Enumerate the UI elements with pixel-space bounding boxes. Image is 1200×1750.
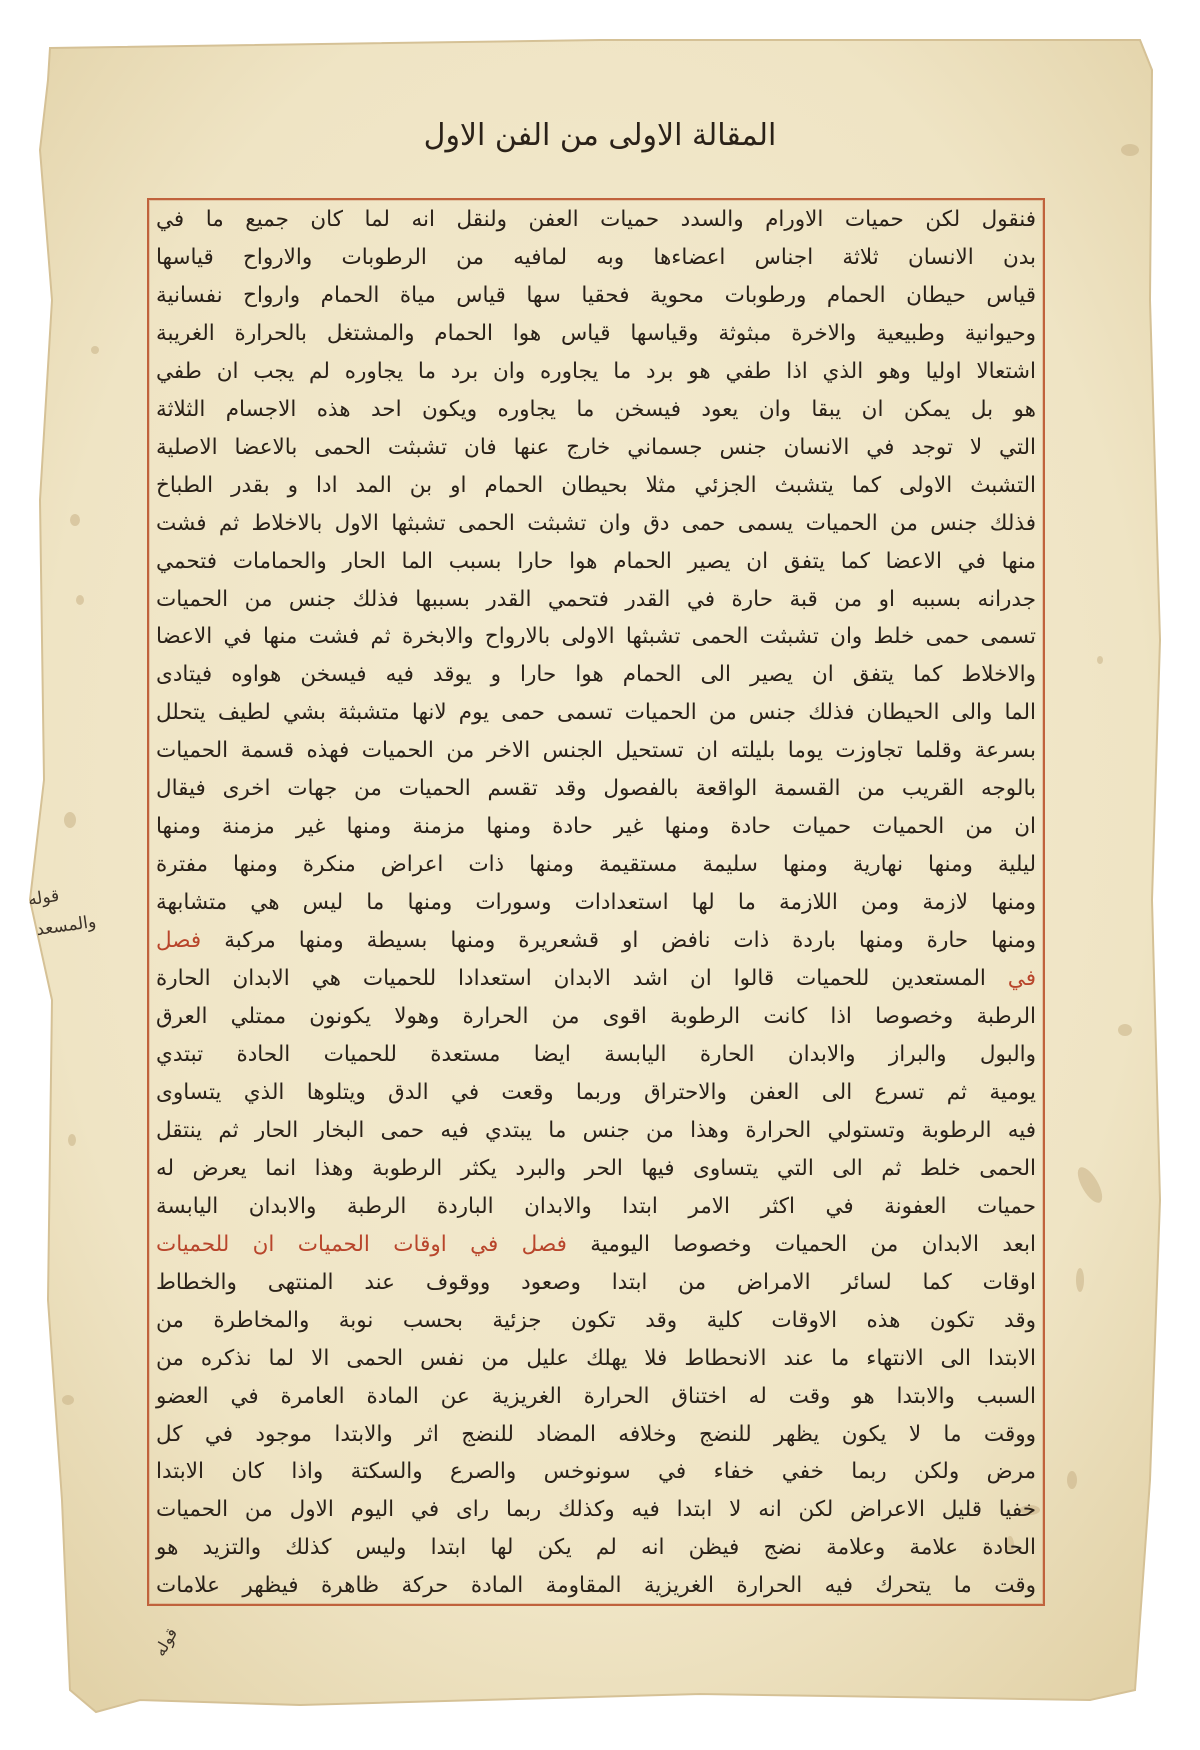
text-line-7: التي لا توجد في الانسان جنس جسماني خارج عنها فان تشبثت الحمى بالاعضا الاصلية [156, 434, 1036, 460]
text-line-11: جدرانه بسببه او من قبة حارة في القدر فتحمي القدر بسببها فذلك جنس من الحميات [156, 586, 1036, 612]
text-line-37: وقت ما يتحرك فيه الحرارة الغريزية المقاومة المادة حركة ظاهرة فيظهر علامات [156, 1573, 1036, 1599]
text-line-23: والبول والبراز والابدان الحارة اليابسة ايضا مستعدة للحميات الحادة تبتدي [156, 1041, 1036, 1067]
text-line-18: ليلية ومنها نهارية ومنها سليمة مستقيمة ومنها ذات اعراض منكرة ومنها مفترة [156, 852, 1036, 878]
text-line-19: ومنها لازمة ومن اللازمة ما لها استعدادات وسورات ومنها ما ليس هي متشابهة [156, 890, 1036, 916]
text-line-12: تسمى حمى خلط وان تشبثت الحمى تشبثها الاولى بالارواح والابخرة ثم فشت منها في الاعضا [156, 624, 1036, 650]
text-line-10: منها في الاعضا كما يتفق ان يصير الحمام هوا حارا بسبب الما الحار والحمامات فتحمي [156, 548, 1036, 574]
text-line-17: ان من الحميات حميات حادة ومنها غير حادة ومنها مزمنة ومنها غير مزمنة ومنها [156, 814, 1036, 840]
text-line-21-body: المستعدين للحميات قالوا ان اشد الابدان استعدادا للحميات هي الابدان الحارة [156, 966, 986, 992]
text-line-15: بسرعة وقلما تجاوزت يوما بليلته ان تستحيل الجنس الاخر من الحميات فهذه قسمة الحميات [156, 738, 1036, 764]
text-line-25: فيه الرطوبة وتستولي الحرارة وهذا من جنس ما يبتدي فيه حمى البخار الحار ثم ينتقل [156, 1117, 1036, 1143]
text-line-20 [152, 921, 1040, 959]
text-line-36: الحادة علامة وعلامة نضج فيظن انه لم يكن لها ابتدا وليس كذلك والتزيد هو [156, 1535, 1036, 1561]
text-line-26: الحمى خلط ثم الى التي يتساوى فيها الحر والبرد يكثر الرطوبة وهذا انما يعرض له [156, 1155, 1036, 1181]
text-line-14: الما والى الحيطان فذلك جنس من الحميات تسمى حمى يوم لانها متشبثة بشي لطيف يتحلل [156, 700, 1036, 726]
text-line-33: ووقت ما لا يكون يظهر للنضج وخلافه المضاد للنضج اثر والابتدا موجود في كل [156, 1421, 1036, 1447]
rubric-fasl-2: فصل في اوقات الحميات ان للحميات [156, 1231, 567, 1257]
text-line-13: والاخلاط كما يتفق ان يصير الى الحمام هوا حارا و يوقد فيه فيسخن هواوه فيتادى [156, 662, 1036, 688]
margin-note-left-1: قوله [26, 885, 61, 911]
text-line-3: قياس حيطان الحمام ورطوبات محوية فحقيا سها قياس مياة الحمام وارواح نفسانية [156, 282, 1036, 308]
text-line-1: فنقول لكن حميات الاورام والسدد حميات العفن ولنقل انه لما كان جميع ما في [156, 207, 1036, 232]
text-line-16: بالوجه القريب من القسمة الواقعة بالفصول وقد تقسم الحميات من جهات اخرى فيقال [156, 776, 1036, 802]
text-line-29: اوقات كما لسائر الامراض من ابتدا وصعود ووقوف عند المنتهى والخطاط [156, 1269, 1036, 1295]
text-line-24: يومية ثم تسرع الى العفن والاحتراق وربما وقعت في الدق ويتلوها الذي يتساوى [156, 1079, 1036, 1105]
text-line-9: فذلك جنس من الحميات يسمى حمى دق وان تشبثت الحمى تشبثها الاول بالاخلاط ثم فشت [156, 510, 1036, 536]
text-line-30: وقد تكون هذه الاوقات كلية وقد تكون جزئية بحسب نوبة والمخاطرة من [156, 1307, 1036, 1333]
text-line-2: بدن الانسان ثلاثة اجناس اعضاءها وبه لمافيه من الرطوبات والارواح قياسها [156, 244, 1036, 270]
text-line-28 [152, 1225, 1040, 1263]
text-line-4: وحيوانية وطبيعية والاخرة مبثوثة وقياسها قياس هوا الحمام والمشتغل بالحرارة الغريبة [156, 320, 1036, 346]
margin-note-left-2: والمسعد [34, 911, 98, 941]
main-text [152, 200, 1040, 1604]
text-line-20-body: ومنها حارة ومنها باردة ذات نافض او قشعريرة ومنها بسيطة ومنها مركبة [224, 928, 1036, 954]
text-line-21 [152, 959, 1040, 997]
page-header: المقالة الاولى من الفن الاول [423, 118, 777, 153]
text-line-5: اشتعالا اوليا وهو الذي اذا طفي هو برد ما يجاوره وان برد ما يجاوره لم يجب ان طفي [156, 358, 1036, 384]
margin-note-bottom: قوله [150, 1624, 182, 1660]
text-line-31: الابتدا الى الانتهاء ما عند الانحطاط فلا يهلك عليل من نفس الحمى الا لما نذكره من [156, 1345, 1036, 1371]
text-line-28-body: ابعد الابدان من الحميات وخصوصا اليومية [590, 1231, 1036, 1257]
rubric-fasl-1: فصل [156, 928, 202, 954]
text-line-6: هو بل يمكن ان يبقا وان يعود فيسخن ما يجاوره ويكون احد هذه الاجسام الثلاثة [156, 396, 1036, 422]
text-line-22: الرطبة وخصوصا اذا كانت الرطوبة اقوى من الحرارة وهولا يكونون ممتلي العرق [156, 1004, 1036, 1030]
text-line-32: السبب والابتدا هو وقت له اختناق الحرارة الغريزية عن المادة العامرة في العضو [156, 1383, 1036, 1409]
text-line-35: خفيا قليل الاعراض لكن انه لا ابتدا فيه وكذلك ربما راى في اليوم الاول من الحميات [156, 1497, 1036, 1523]
text-line-8: التشبث الاولى كما يتشبث الجزئي مثلا بحيطان الحمام او بن المد ادا و بقدر الطباخ [156, 472, 1036, 498]
text-line-27: حميات العفونة في اكثر الامر ابتدا والابدان الباردة الرطبة والابدان اليابسة [156, 1193, 1036, 1219]
rubric-fi-1: في [1007, 966, 1036, 992]
text-line-34: مرض ولكن ربما خفي خفاء في سونوخس والصرع والسكتة واذا كان الابتدا [156, 1459, 1036, 1485]
